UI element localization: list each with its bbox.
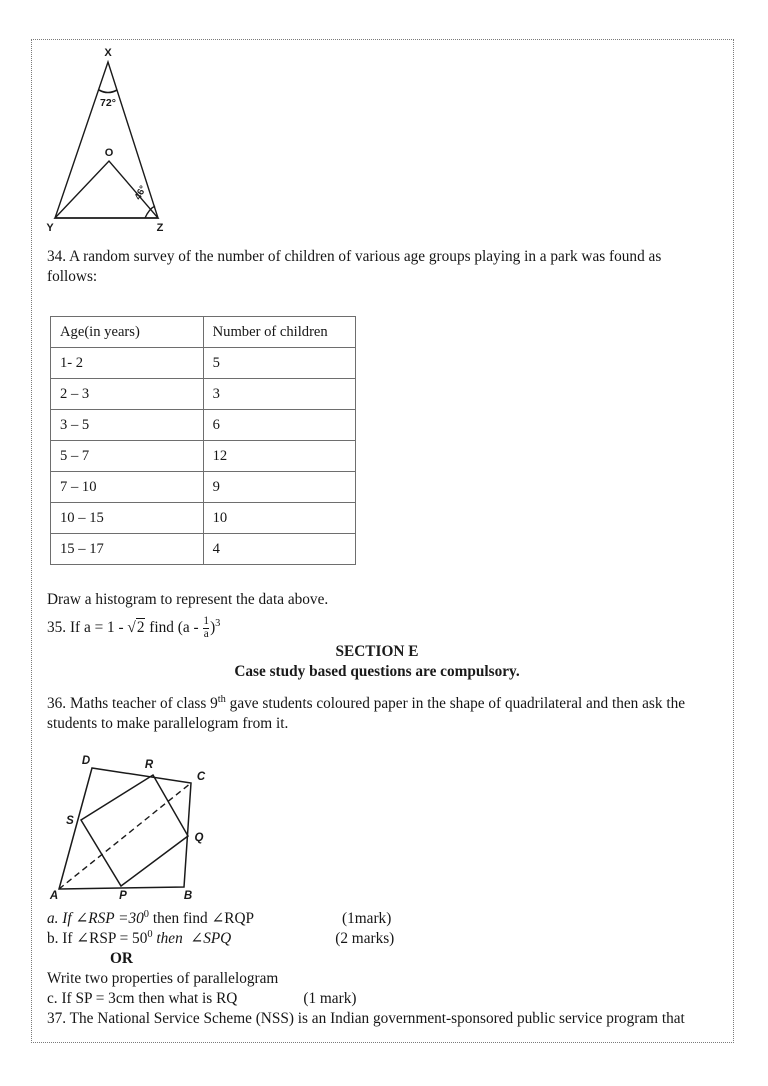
cell-age: 2 – 3 (51, 379, 204, 410)
cell-age: 15 – 17 (51, 534, 204, 565)
option-b-marks: (2 marks) (335, 930, 395, 947)
table-row (51, 472, 356, 503)
svg-text:72°: 72° (100, 97, 116, 109)
cell-count: 4 (203, 534, 355, 565)
cell-age: 5 – 7 (51, 441, 204, 472)
fraction-one-over-a (203, 616, 209, 641)
fraction-numerator: 1 (203, 615, 210, 627)
cell-count: 5 (203, 348, 355, 379)
cell-count: 10 (203, 503, 355, 534)
draw-histogram-instruction: Draw a histogram to represent the data above. (47, 591, 329, 608)
table-header-count: Number of children (203, 317, 355, 348)
table-row (51, 534, 356, 565)
table-row (51, 348, 356, 379)
q35-mid: find (a - (145, 619, 203, 637)
write-properties-instruction: Write two properties of parallelogram (47, 970, 279, 987)
svg-text:46°: 46° (132, 183, 150, 202)
cell-age: 1- 2 (51, 348, 204, 379)
case-study-option-b (47, 929, 394, 949)
q36-part2: gave students coloured paper in the shape of quadrilateral and then ask the students to make parallelogram from it. (47, 695, 686, 732)
svg-text:S: S (66, 815, 74, 827)
table-row (51, 441, 356, 472)
cell-age: 7 – 10 (51, 472, 204, 503)
svg-text:B: B (183, 890, 193, 900)
cell-count: 6 (203, 410, 355, 441)
svg-text:Q: Q (194, 832, 204, 844)
q35-close-paren: ) (210, 619, 216, 637)
section-e-title: SECTION E (335, 643, 419, 660)
svg-text:C: C (196, 771, 206, 783)
option-b-tail: then ∠SPQ (152, 930, 232, 947)
q36-part1: 36. Maths teacher of class 9 (47, 695, 218, 712)
cell-age: 3 – 5 (51, 410, 204, 441)
svg-text:A: A (49, 890, 59, 900)
table-header-age: Age(in years) (51, 317, 204, 348)
svg-text:D: D (81, 755, 91, 767)
fraction-denominator: a (203, 627, 209, 640)
cell-count: 3 (203, 379, 355, 410)
square-root-expression (127, 618, 145, 636)
svg-text:R: R (144, 759, 154, 771)
or-divider-label: OR (110, 950, 133, 967)
table-row (51, 503, 356, 534)
svg-text:X: X (104, 47, 112, 59)
option-b-text: b. If ∠RSP = 50 (47, 930, 148, 947)
option-c-text: c. If SP = 3cm then what is RQ (47, 990, 238, 1007)
q36-ordinal-suffix: th (217, 693, 226, 705)
svg-text:Y: Y (46, 222, 54, 234)
question-35-text (47, 616, 220, 641)
section-e-heading-block (47, 642, 707, 682)
figure-quadrilateral-abcd (45, 748, 260, 900)
cell-age: 10 – 15 (51, 503, 204, 534)
option-a-marks: (1mark) (342, 910, 392, 927)
age-children-table (50, 316, 356, 565)
option-b-degree: 0 (147, 928, 153, 940)
case-study-option-c (47, 989, 356, 1009)
q35-prefix: 35. If a = 1 - (47, 619, 128, 637)
question-36-text (47, 694, 707, 734)
option-a-tail: then find ∠RQP (149, 910, 255, 927)
case-study-option-a (47, 909, 391, 929)
q35-exponent: 3 (215, 617, 221, 629)
table-row (51, 410, 356, 441)
radicand: 2 (136, 619, 145, 637)
radical-sign: √ (127, 619, 136, 637)
svg-text:P: P (119, 890, 127, 900)
question-34-text: 34. A random survey of the number of children of various age groups playing in a park was found as follows: (47, 248, 662, 285)
figure-triangle-xyz (45, 42, 225, 242)
cell-count: 9 (203, 472, 355, 503)
option-c-marks: (1 mark) (303, 990, 357, 1007)
option-a-text: a. If ∠RSP =30 (47, 910, 144, 927)
section-e-subtitle: Case study based questions are compulsory. (234, 663, 520, 680)
cell-count: 12 (203, 441, 355, 472)
table-row (51, 379, 356, 410)
table-header-row (51, 317, 356, 348)
option-a-degree: 0 (143, 908, 149, 920)
svg-text:O: O (104, 147, 114, 159)
svg-text:Z: Z (156, 222, 164, 234)
question-37-text: 37. The National Service Scheme (NSS) is an Indian government-sponsored public service program that (47, 1010, 685, 1027)
